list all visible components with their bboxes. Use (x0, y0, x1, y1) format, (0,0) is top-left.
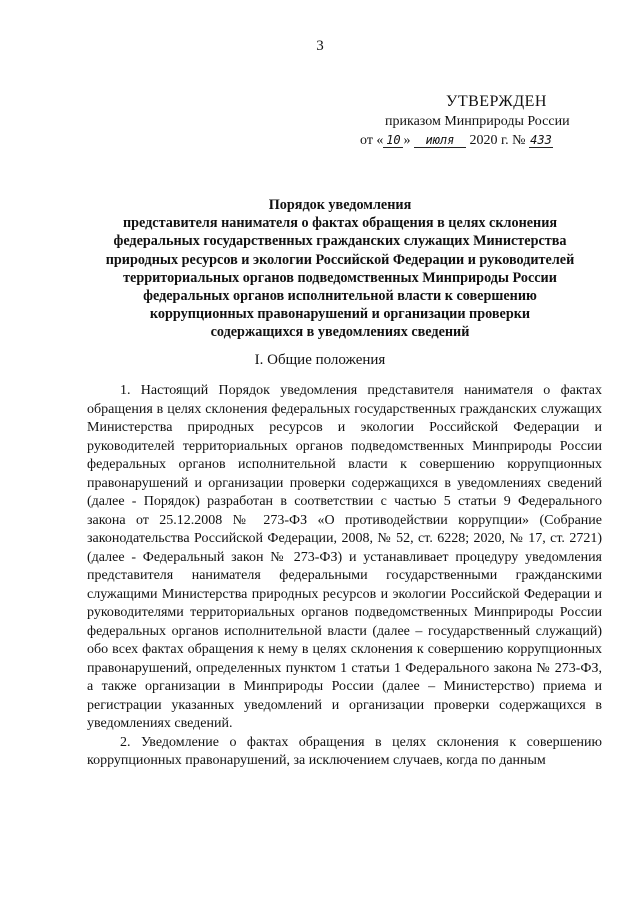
date-prefix: от « (360, 133, 384, 148)
title-line: представителя нанимателя о фактах обращения в целях склонения (122, 215, 558, 232)
document-title (80, 196, 600, 342)
date-close-quote: » (403, 133, 411, 148)
title-line: федеральных государственных гражданских служащих Министерства (113, 233, 567, 250)
title-line: Порядок уведомления (268, 197, 412, 213)
date-day: 10 (383, 133, 403, 148)
date-year: 2020 г. № (469, 133, 526, 148)
title-line: коррупционных правонарушений и организации проверки (149, 306, 531, 323)
title-line: содержащихся в уведомлениях сведений (210, 324, 470, 341)
section-heading: I. Общие положения (254, 352, 386, 368)
paragraph-1: 1. Настоящий Порядок уведомления представителя нанимателя о фактах обращения в целях склонения федеральных государственных гражданских служащих Министерства природных ресурсов и экологии Российской Федерации и руководителей территориальных органов подведомственных Минприроды России федеральных органов исполнительной власти к совершению коррупционных правонарушений и организации проверки содержащихся в уведомлениях сведений (далее - Порядок) разработан в соответствии с частью 5 статьи 9 Федерального закона от 25.12.2008 № 273-ФЗ «О противодействии коррупции» (Собрание законодательства Российской Федерации, 2008, № 52, ст. 6228; 2020, № 17, ст. 2721) (далее - Федеральный закон № 273-ФЗ) и устанавливает процедуру уведомления представителя нанимателя федеральными государственными гражданскими служащими Министерства природных ресурсов и экологии Российской Федерации и руководителями территориальных органов подведомственных Минприроды России федеральных органов исполнительной власти (далее – государственный служащий) обо всех фактах обращения к нему в целях склонения к совершению коррупционных правонарушений, определенных пунктом 1 статьи 1 Федерального закона № 273-ФЗ, а также организации в Минприроды России (далее – Министерство) приема и регистрации указанных уведомлений и организации проверки содержащихся в уведомлениях сведений. (87, 383, 602, 731)
title-line: природных ресурсов и экологии Российской Федерации и руководителей (105, 251, 575, 268)
page-number: 3 (316, 38, 324, 54)
order-number: 433 (530, 133, 552, 147)
document-body (87, 382, 602, 771)
approval-order-line: приказом Минприроды России (385, 114, 570, 129)
date-month: июля (414, 133, 466, 148)
approval-heading: УТВЕРЖДЕН (446, 93, 547, 110)
approval-stamp (360, 92, 570, 150)
title-line: территориальных органов подведомственных Минприроды России (123, 269, 557, 286)
title-line: федеральных органов исполнительной власти к совершению (143, 288, 537, 305)
approval-date-line (360, 131, 570, 150)
paragraph-2: 2. Уведомление о фактах обращения в целях склонения к совершению коррупционных правонарушений, за исключением случаев, когда по данным (87, 734, 602, 768)
